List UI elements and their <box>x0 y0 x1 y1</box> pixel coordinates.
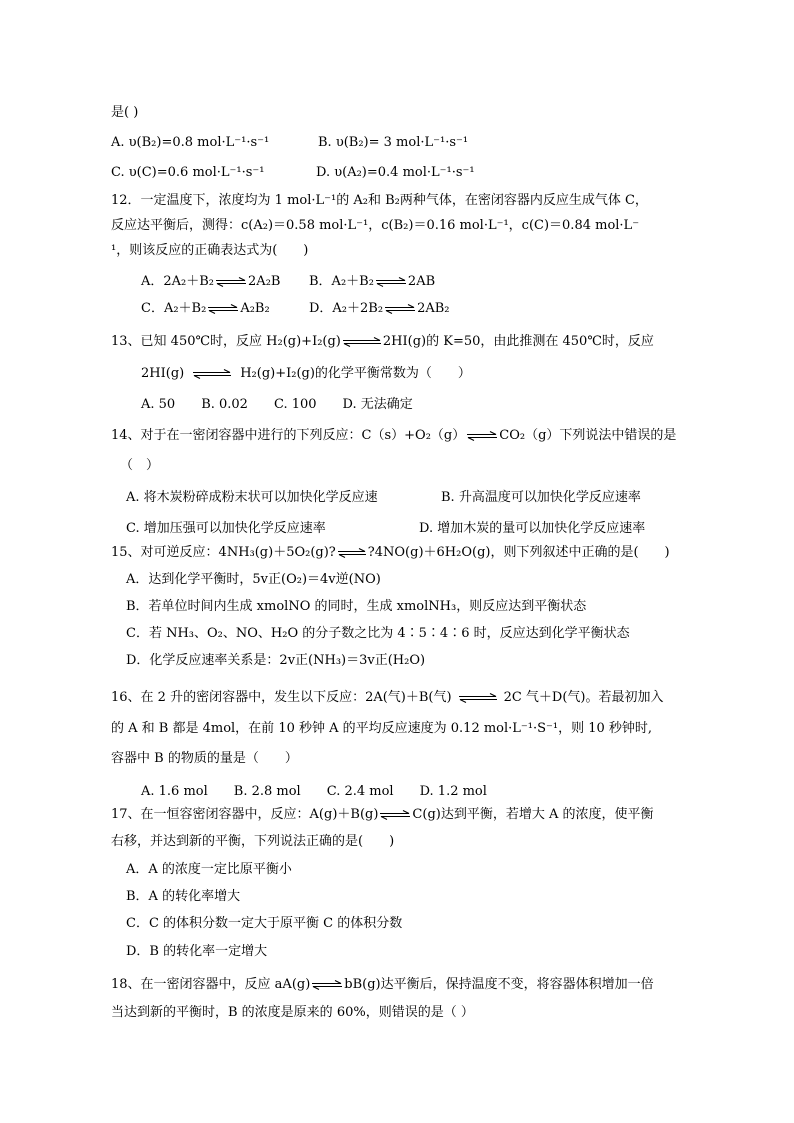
equilibrium-arrow-icon <box>342 337 382 347</box>
q12-line-1: 12．一定温度下，浓度均为 1 mol·L⁻¹的 A₂和 B₂两种气体，在密闭容器内反应生成气体 C， <box>111 193 648 208</box>
equilibrium-arrow-icon <box>215 277 247 287</box>
q12-option-d: D．A₂＋2B₂ 2AB₂ <box>309 301 450 316</box>
q12-line-2: 反应达平衡后，测得：c(A₂)＝0.58 mol·L⁻¹，c(B₂)＝0.16 mol·L⁻¹，c(C)＝0.84 mol·L⁻ <box>111 218 640 233</box>
q17-option-a: A．A 的浓度一定比原平衡小 <box>126 862 292 877</box>
q14-line-2: （ ） <box>120 458 160 473</box>
q17-option-b: B．A 的转化率增大 <box>126 889 241 904</box>
q16-line-3: 容器中 B 的物质的量是（ ） <box>111 751 298 766</box>
q18-line-2: 当达到新的平衡时，B 的浓度是原来的 60%，则错误的是（ ） <box>111 1005 474 1020</box>
q12-option-b: B．A₂＋B₂ 2AB <box>309 274 436 289</box>
q12-line-3: ¹，则该反应的正确表达式为( ) <box>111 243 309 258</box>
equilibrium-arrow-icon <box>458 693 498 703</box>
equilibrium-arrow-icon <box>384 304 416 314</box>
equilibrium-arrow-icon <box>192 369 232 379</box>
q15-line-1: 15、对可逆反应：4NH₃(g)＋5O₂(g)? ?4NO(g)＋6H₂O(g)，则下列叙述中正确的是( ) <box>111 545 670 560</box>
q17-option-c: C．C 的体积分数一定大于原平衡 C 的体积分数 <box>126 916 403 931</box>
q17-line-1: 17、在一恒容密闭容器中，反应：A(g)＋B(g) C(g)达到平衡，若增大 A 的浓度，使平衡 <box>111 807 654 822</box>
q16-options: A. 1.6 mol B. 2.8 mol C. 2.4 mol D. 1.2 mol <box>141 784 487 799</box>
q11-option-d: D. υ(A₂)=0.4 mol·L⁻¹·s⁻¹ <box>316 165 475 180</box>
q13-line-2: 2HI(g) H₂(g)+I₂(g)的化学平衡常数为（ ） <box>141 366 471 381</box>
q12-option-a: A．2A₂＋B₂ 2A₂B <box>141 274 281 289</box>
q16-line-1: 16、在 2 升的密闭容器中，发生以下反应：2A(气)＋B(气) 2C 气＋D(气)。若最初加入 <box>111 690 664 705</box>
q11-option-b: B. υ(B₂)= 3 mol·L⁻¹·s⁻¹ <box>318 135 469 150</box>
q13-line-1: 13、已知 450℃时，反应 H₂(g)+I₂(g) 2HI(g)的 K=50，由此推测在 450℃时，反应 <box>111 334 654 349</box>
equilibrium-arrow-icon <box>337 548 367 558</box>
q14-option-c: C. 增加压强可以加快化学反应速率 <box>126 521 326 536</box>
equilibrium-arrow-icon <box>379 810 411 820</box>
q12-option-c: C．A₂＋B₂ A₂B₂ <box>141 301 270 316</box>
equilibrium-arrow-icon <box>311 980 343 990</box>
q17-option-d: D．B 的转化率一定增大 <box>126 944 268 959</box>
q13-options: A. 50 B. 0.02 C. 100 D. 无法确定 <box>141 397 413 412</box>
q15-option-d: D．化学反应速率关系是：2v正(NH₃)＝3v正(H₂O) <box>126 653 426 668</box>
equilibrium-arrow-icon <box>375 277 407 287</box>
q14-option-b: B. 升高温度可以加快化学反应速率 <box>441 490 641 505</box>
q17-line-2: 右移，并达到新的平衡，下列说法正确的是( ) <box>111 834 395 849</box>
q15-option-b: B．若单位时间内生成 xmolNO 的同时，生成 xmolNH₃，则反应达到平衡状态 <box>126 599 587 614</box>
q14-line-1: 14、对于在一密闭容器中进行的下列反应：C（s）+O₂（g） CO₂（g）下列说法中错误的是 <box>111 428 677 443</box>
q14-option-a: A. 将木炭粉碎成粉末状可以加快化学反应速 <box>126 490 378 505</box>
q16-line-2: 的 A 和 B 都是 4mol，在前 10 秒钟 A 的平均反应速度为 0.12 mol·L⁻¹·S⁻¹，则 10 秒钟时, <box>111 721 653 736</box>
q15-option-c: C．若 NH₃、O₂、NO、H₂O 的分子数之比为 4∶5∶4∶6 时，反应达到化学平衡状态 <box>126 626 630 641</box>
equilibrium-arrow-icon <box>207 304 239 314</box>
q14-option-d: D. 增加木炭的量可以加快化学反应速率 <box>419 521 646 536</box>
equilibrium-arrow-icon <box>466 431 498 441</box>
q15-option-a: A．达到化学平衡时，5v正(O₂)＝4v逆(NO) <box>126 572 381 587</box>
q18-line-1: 18、在一密闭容器中，反应 aA(g) bB(g)达平衡后，保持温度不变，将容器体积增加一倍 <box>111 977 654 992</box>
q11-option-c: C. υ(C)=0.6 mol·L⁻¹·s⁻¹ <box>111 165 265 180</box>
q11-option-a: A. υ(B₂)=0.8 mol·L⁻¹·s⁻¹ <box>111 135 270 150</box>
q11-stem-end: 是( ) <box>111 105 139 120</box>
